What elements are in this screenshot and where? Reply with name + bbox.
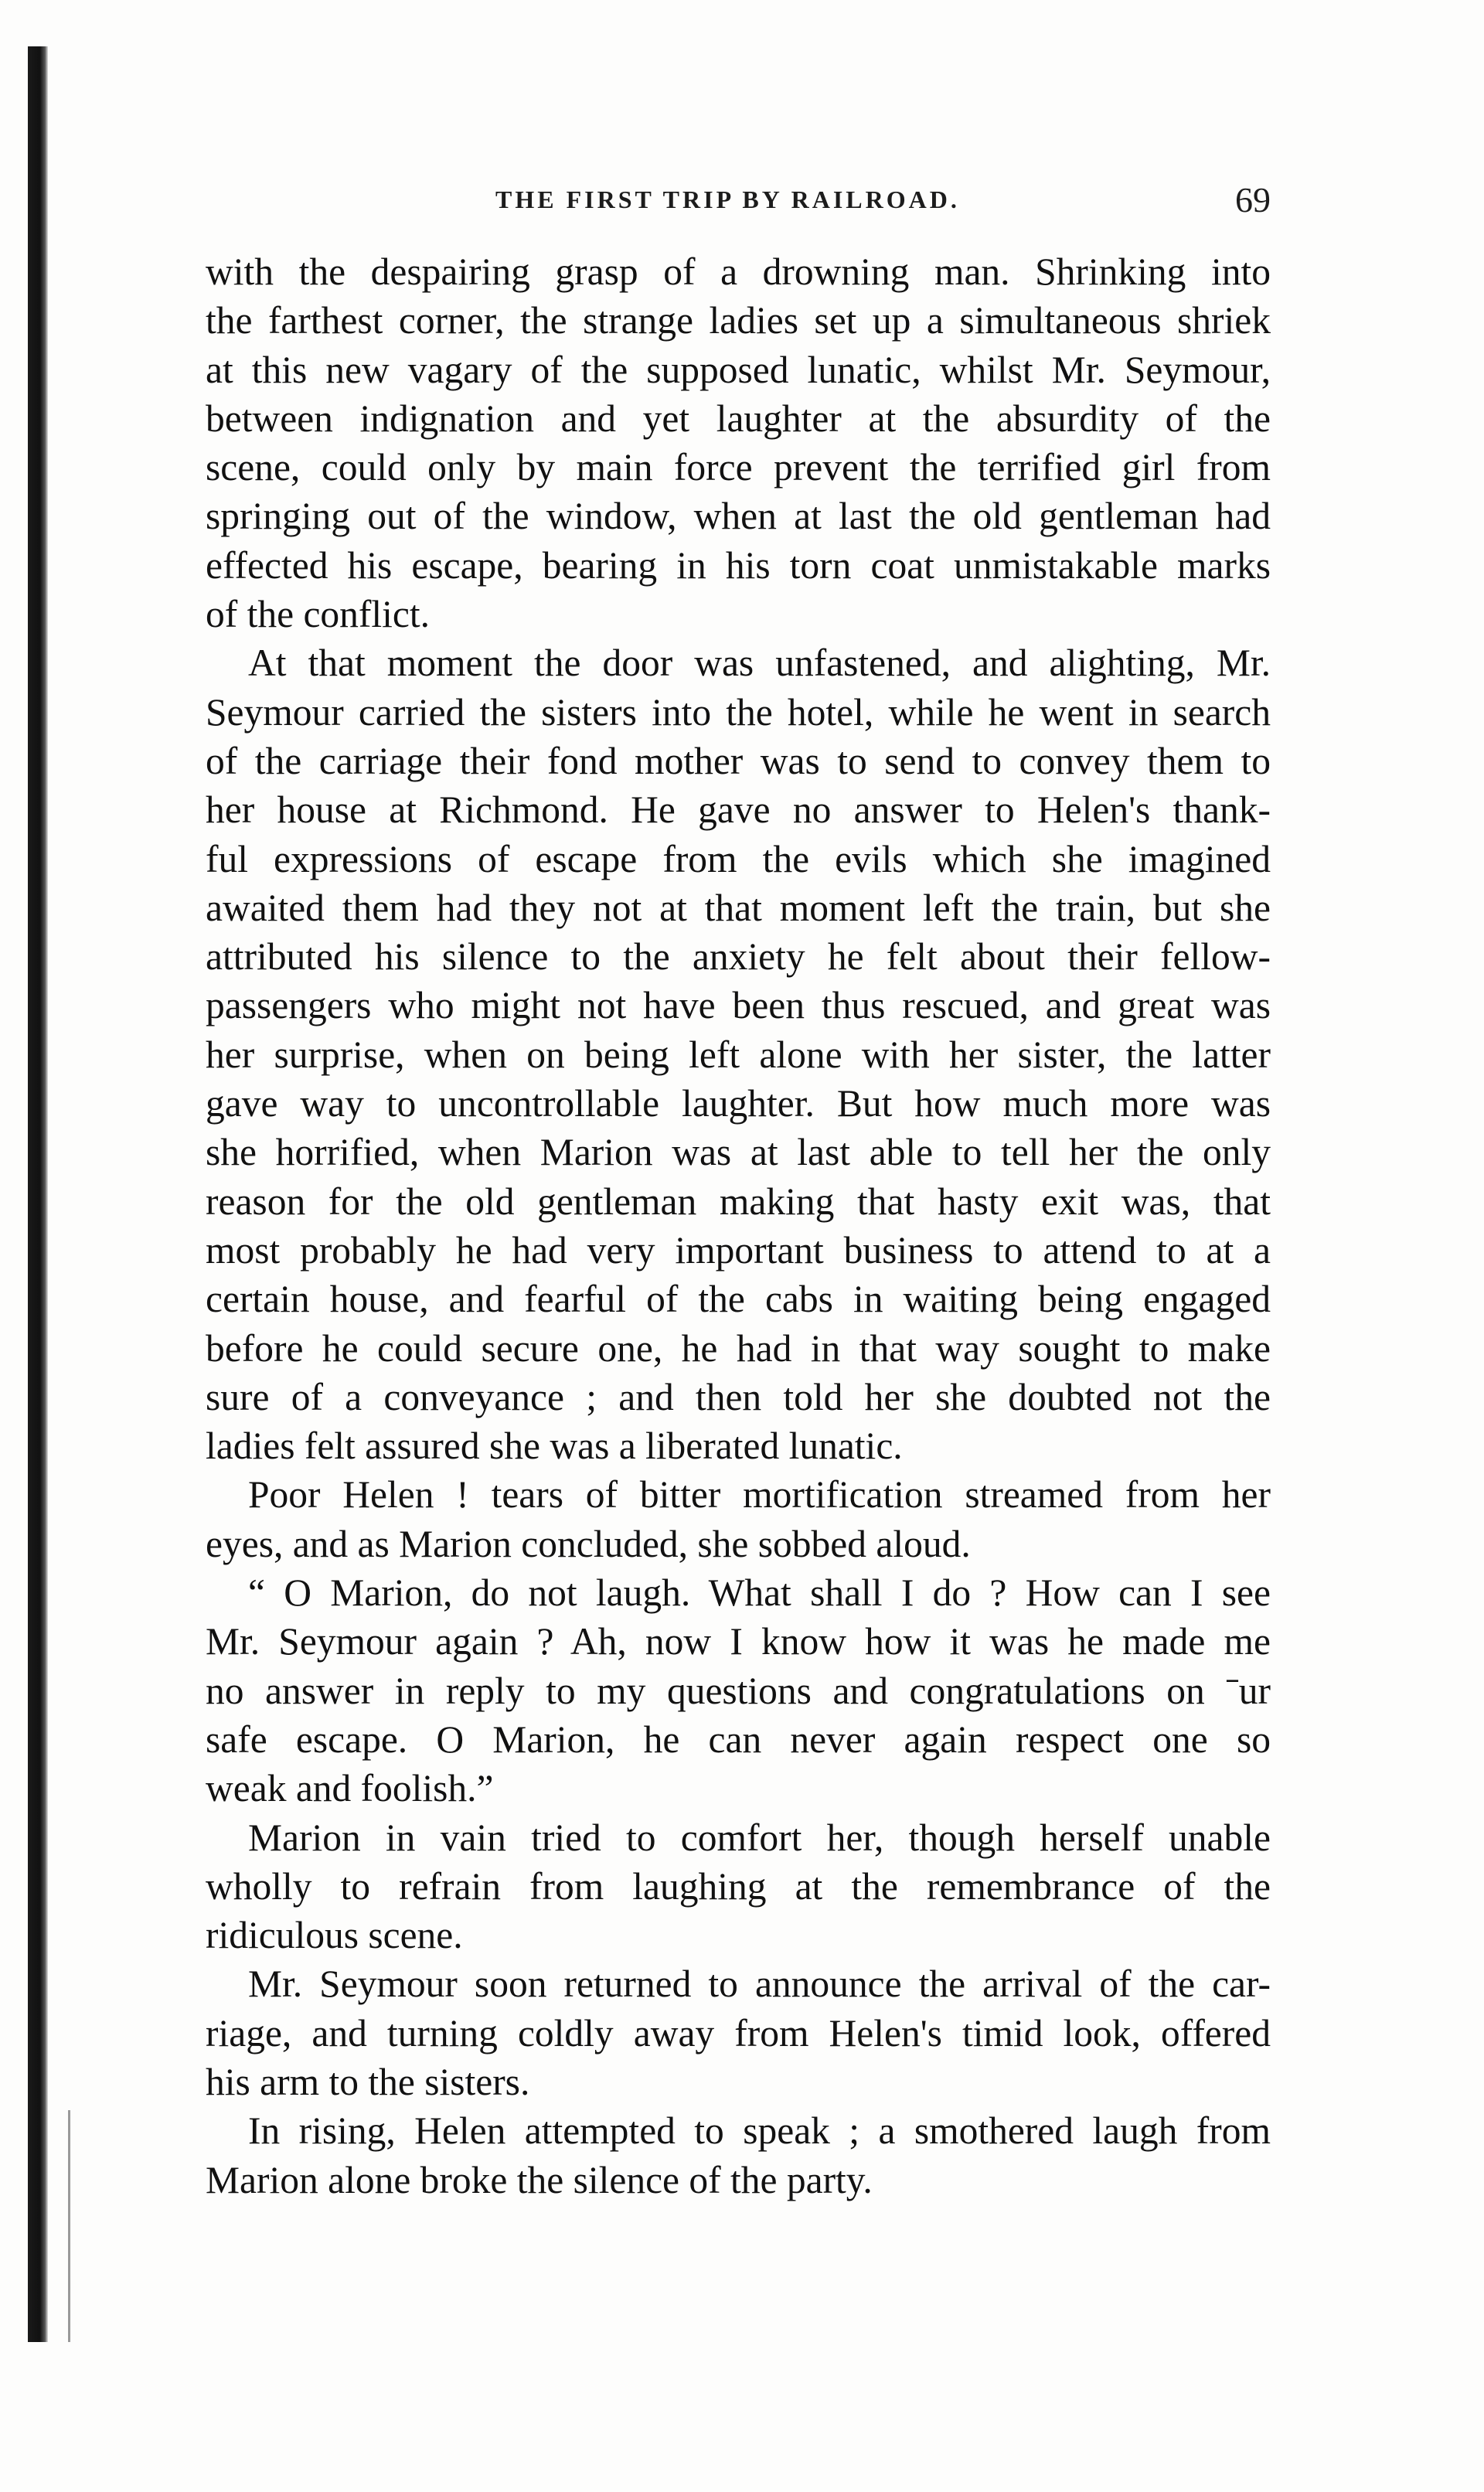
text-line: “ O Marion, do not laugh. What shall I do ? How can I see bbox=[248, 1571, 1271, 1615]
paragraph bbox=[206, 1470, 1271, 1568]
text-line: sure of a conveyance ; and then told her she doubted not the bbox=[206, 1375, 1271, 1418]
text-line: certain house, and fearful of the cabs in waiting being engaged bbox=[206, 1278, 1271, 1321]
text-line: most probably he had very important business to attend to at a bbox=[206, 1228, 1271, 1272]
text-line: Seymour carried the sisters into the hotel, while he went in search bbox=[206, 690, 1271, 734]
text-line: At that moment the door was unfastened, and alighting, Mr. bbox=[248, 642, 1271, 685]
text-line: between indignation and yet laughter at the absurdity of the bbox=[206, 397, 1271, 440]
text-line: with the despairing grasp of a drowning man. Shrinking into bbox=[206, 250, 1271, 293]
text-line: her surprise, when on being left alone with her sister, the latter bbox=[206, 1033, 1271, 1076]
text-line: of the carriage their fond mother was to send to convey them to bbox=[206, 739, 1271, 782]
text-line: Marion in vain tried to comfort her, though herself unable bbox=[248, 1816, 1271, 1859]
text-line: safe escape. O Marion, he can never again respect one so bbox=[206, 1718, 1271, 1761]
text-line: awaited them had they not at that moment left the train, but she bbox=[206, 886, 1271, 929]
text-line: Mr. Seymour soon returned to announce the arrival of the car- bbox=[248, 1963, 1271, 2006]
paragraph bbox=[206, 2106, 1271, 2204]
text-line: before he could secure one, he had in that way sought to make bbox=[206, 1326, 1271, 1370]
paragraph bbox=[206, 1959, 1271, 2106]
text-line: wholly to refrain from laughing at the remembrance of the bbox=[206, 1864, 1271, 1908]
paragraph bbox=[206, 1813, 1271, 1960]
text-line: In rising, Helen attempted to speak ; a smothered laugh from bbox=[248, 2109, 1271, 2153]
text-line: attributed his silence to the anxiety he felt about their fellow- bbox=[206, 935, 1271, 979]
text-line: the farthest corner, the strange ladies set up a simultaneous shriek bbox=[206, 299, 1271, 342]
paragraph bbox=[206, 638, 1271, 1470]
binding-edge-line bbox=[68, 2110, 70, 2342]
text-line: scene, could only by main force prevent the terrified girl from bbox=[206, 446, 1271, 489]
text-line: her house at Richmond. He gave no answer to Helen's thank- bbox=[206, 788, 1271, 832]
text-line: she horrified, when Marion was at last able to tell her the only bbox=[206, 1131, 1271, 1174]
text-line: effected his escape, bearing in his torn coat unmistakable marks bbox=[206, 543, 1271, 587]
text-line: reason for the old gentleman making that hasty exit was, that bbox=[206, 1180, 1271, 1223]
text-line: no answer in reply to my questions and congratulations on ˉur bbox=[206, 1669, 1271, 1712]
running-head bbox=[206, 179, 1271, 226]
text-line: riage, and turning coldly away from Helen's timid look, offered bbox=[206, 2011, 1271, 2055]
text-line: Poor Helen ! tears of bitter mortification streamed from her bbox=[248, 1473, 1271, 1517]
text-line: ladies felt assured she was a liberated lunatic. bbox=[206, 1425, 903, 1468]
text-line: ful expressions of escape from the evils which she imagined bbox=[206, 837, 1271, 880]
paragraph bbox=[206, 1568, 1271, 1813]
page-number: 69 bbox=[1235, 180, 1271, 220]
paragraph bbox=[206, 247, 1271, 638]
text-line: at this new vagary of the supposed lunatic, whilst Mr. Seymour, bbox=[206, 348, 1271, 391]
text-line: passengers who might not have been thus rescued, and great was bbox=[206, 984, 1271, 1027]
text-line: gave way to uncontrollable laughter. But how much more was bbox=[206, 1082, 1271, 1125]
body-text bbox=[206, 247, 1271, 2204]
text-line: ridiculous scene. bbox=[206, 1914, 463, 1957]
running-title: THE FIRST TRIP BY RAILROAD. bbox=[495, 186, 960, 213]
binding-edge bbox=[28, 46, 48, 2342]
text-line: of the conflict. bbox=[206, 593, 431, 636]
text-line: his arm to the sisters. bbox=[206, 2060, 530, 2103]
text-line: Marion alone broke the silence of the party. bbox=[206, 2158, 873, 2201]
text-line: springing out of the window, when at last the old gentleman had bbox=[206, 495, 1271, 538]
text-line: eyes, and as Marion concluded, she sobbed aloud. bbox=[206, 1522, 971, 1565]
text-line: weak and foolish.” bbox=[206, 1767, 494, 1810]
text-line: Mr. Seymour again ? Ah, now I know how it was he made me bbox=[206, 1620, 1271, 1663]
